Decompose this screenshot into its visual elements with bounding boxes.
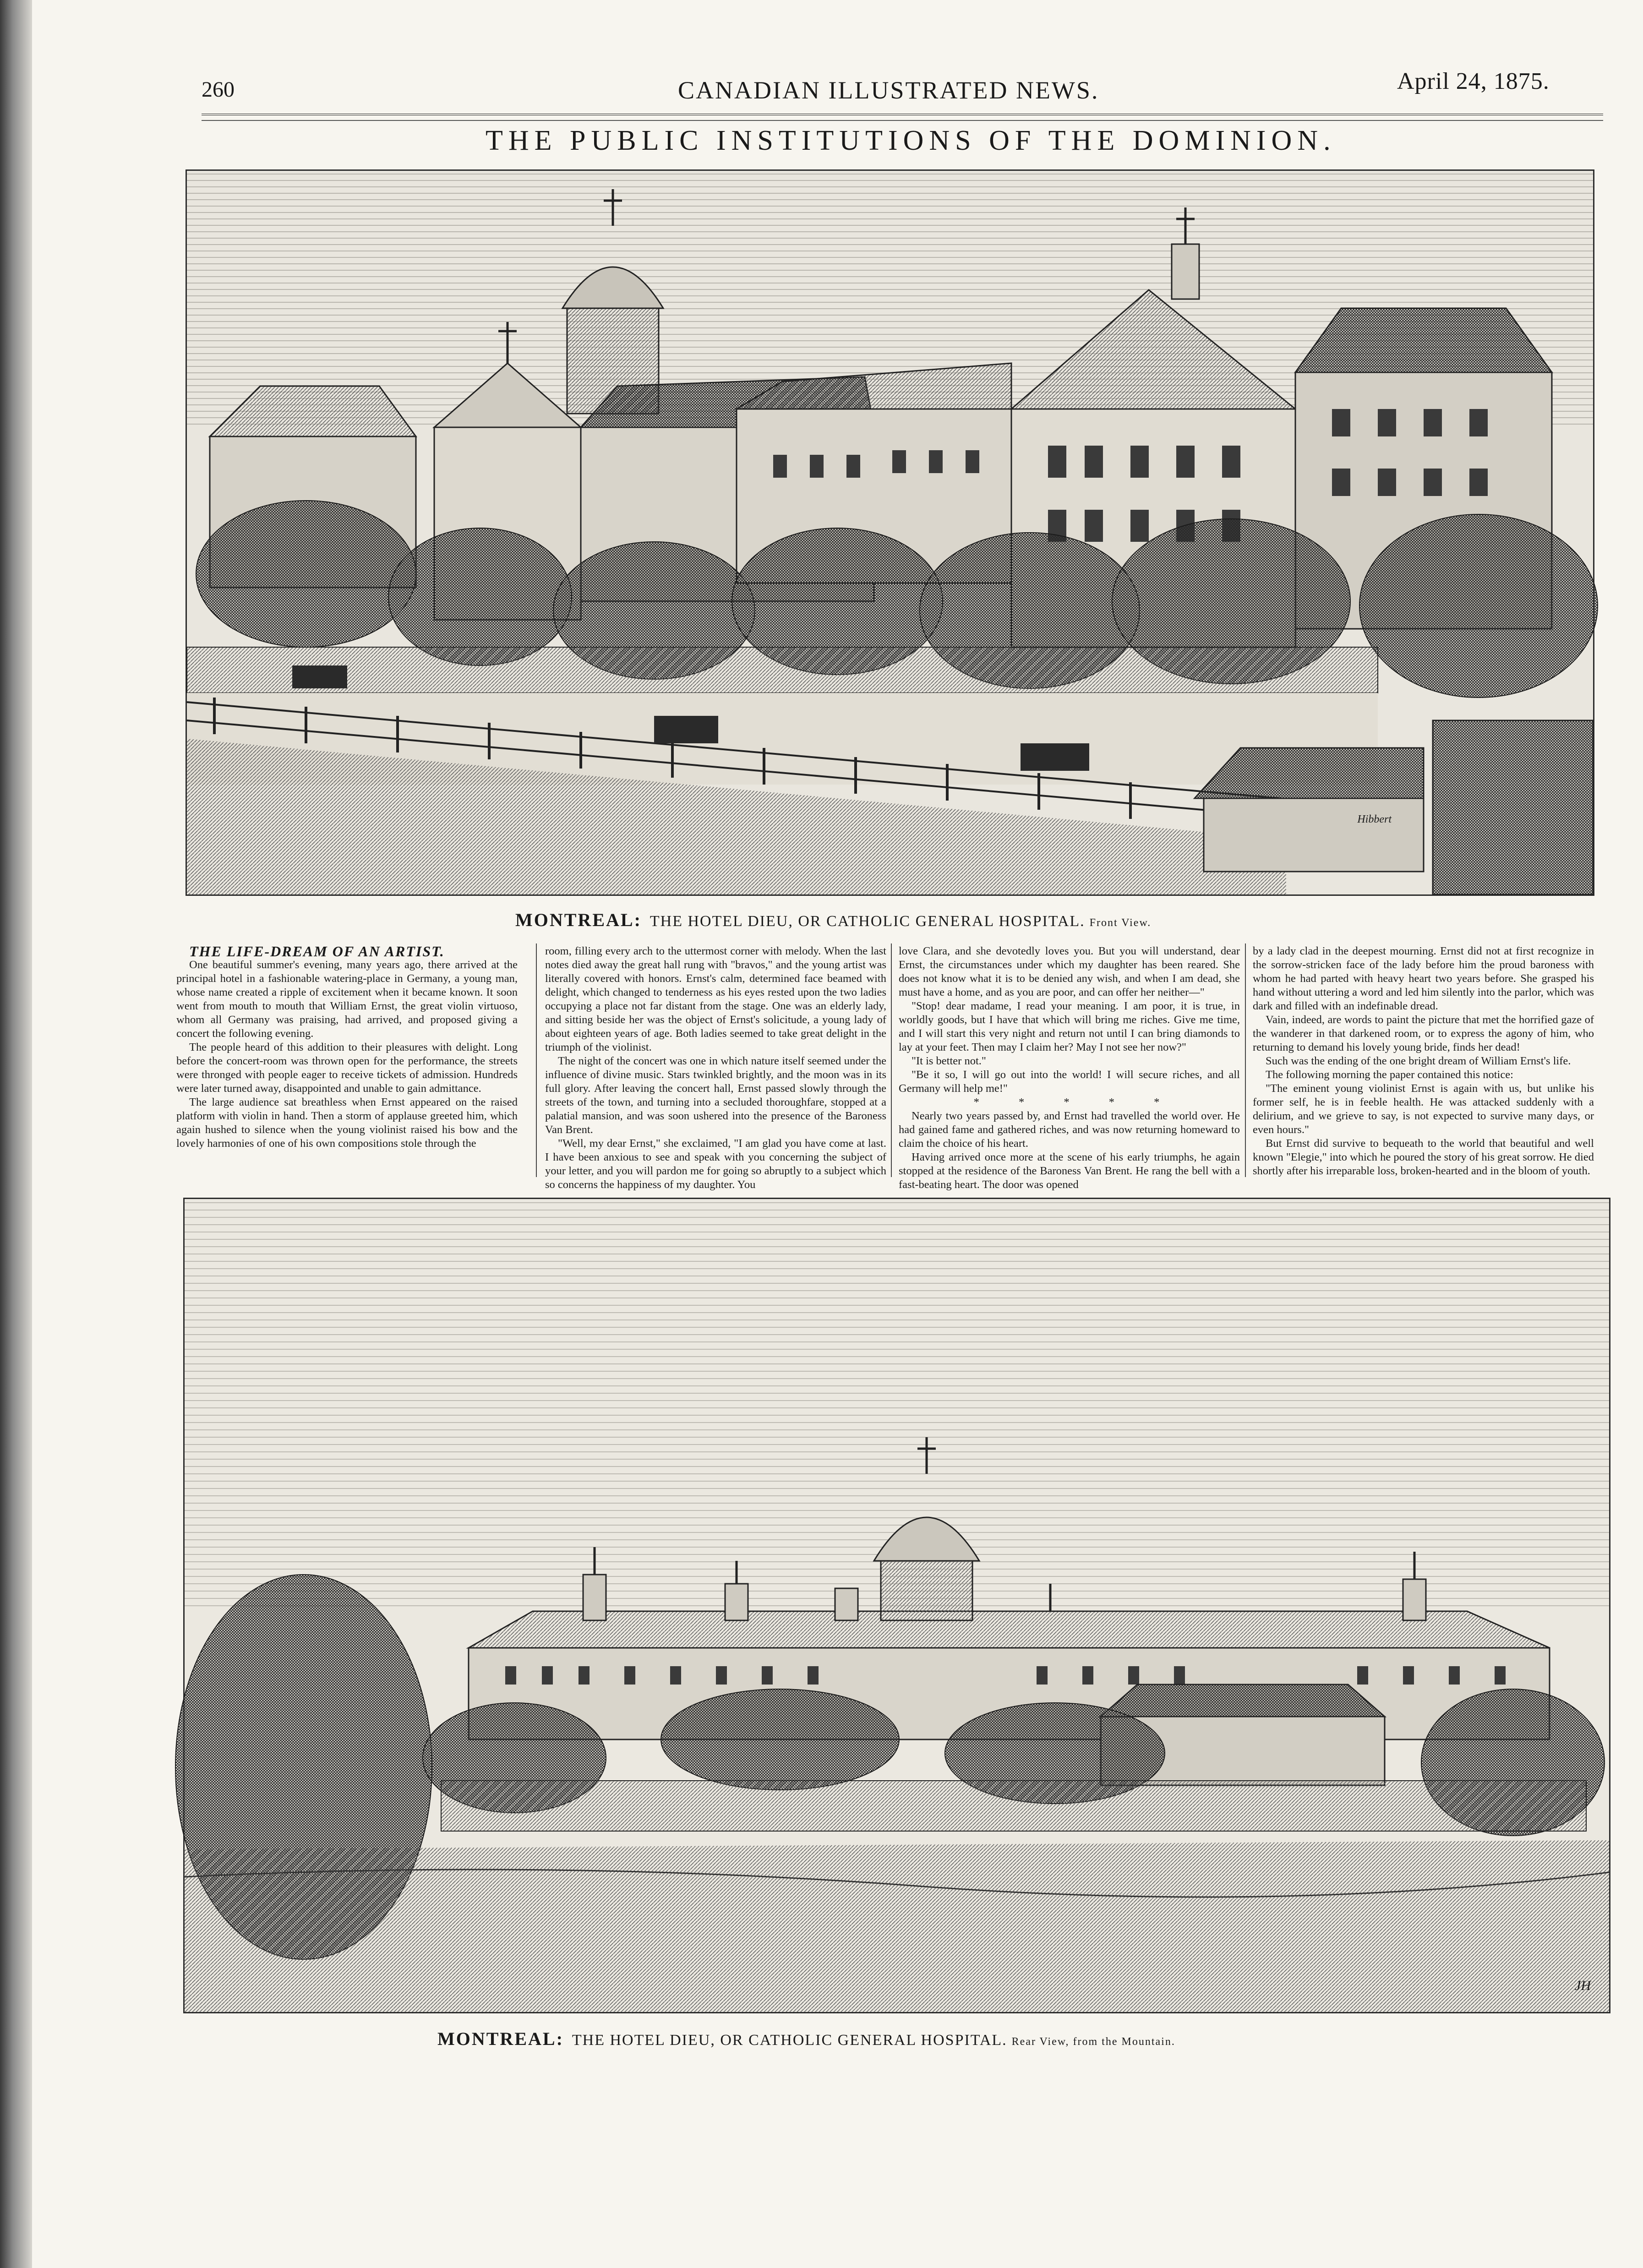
article-column-4 [1253, 944, 1594, 1177]
hospital-front-illustration [187, 171, 1593, 894]
paragraph: Having arrived once more at the scene of his early triumphs, he again stopped at the residence of the Baroness Van Brent. He rang the bell with a fast-beating heart. The door was opened [899, 1151, 1240, 1191]
column-rule [1245, 943, 1246, 1177]
engraver-monogram: JH [1575, 1978, 1591, 1993]
article-column-2 [545, 944, 886, 1191]
caption-title: THE HOTEL DIEU, OR CATHOLIC GENERAL HOSPITAL. [650, 913, 1085, 930]
paragraph: love Clara, and she devotedly loves you. But you will understand, dear Ernst, the circumstances under which my daughter has been reared. She does not know what it is to be denied any wish, and when I am dead, she must have a home, and as you are poor, and can offer her neither—" [899, 945, 1240, 998]
column-rule [536, 943, 537, 1177]
paragraph: Such was the ending of the one bright dream of William Ernst's life. [1266, 1055, 1571, 1067]
paragraph: One beautiful summer's evening, many years ago, there arrived at the principal hotel in a fashionable watering-place in Germany, a young man, whose name created a ripple of excitement when it became known. It soon went from mouth to mouth that William Ernst, the great violin virtuoso, whom all Germany was praising, had arrived, and proposed giving a concert the following evening. [176, 959, 518, 1040]
paragraph: The following morning the paper contained this notice: [1266, 1069, 1513, 1081]
paragraph: "Be it so, I will go out into the world! I will secure riches, and all Germany will help me!" [899, 1069, 1240, 1095]
paragraph: room, filling every arch to the uttermost corner with melody. When the last notes died away the great hall rung with "bravos," and the young artist was literally covered with honors. Ernst's calm, determined face beamed with delight, which changed to tenderness as his eyes rested upon the two ladies occupying a place not far distant from the stage. One was an elderly lady, and sitting beside her was the object of Ernst's solicitude, a young lady of about eighteen years of age. Both ladies seemed to take great delight in the triumph of the violinist. [545, 945, 886, 1053]
paragraph: "Stop! dear madame, I read your meaning. I am poor, it is true, in worldly goods, but I have that which will bring me riches. Give me time, and I will start this very night and return not until I can bring diamonds to lay at your feet. Then may I claim her? May I not see her now?" [899, 1000, 1240, 1053]
paragraph: The night of the concert was one in which nature itself seemed under the influence of divine music. Stars twinkled brightly, and the moon was in its full glory. After leaving the concert hall, Ernst passed slowly through the streets of the town, and turning into a secluded thoroughfare, stopped at a palatial mansion, and was soon ushered into the presence of the Baroness Van Brent. [545, 1055, 886, 1136]
paragraph: Vain, indeed, are words to paint the picture that met the horrified gaze of the wanderer in that darkened room, or to express the agony of him, who returning to demand his lovely young bride, finds her dead! [1253, 1014, 1594, 1053]
caption-place: MONTREAL: [437, 2028, 564, 2049]
engraving-front-view [186, 169, 1594, 896]
column-rule [891, 943, 892, 1177]
article-column-1 [176, 944, 518, 1173]
masthead: CANADIAN ILLUSTRATED NEWS. [678, 76, 1099, 104]
paragraph: The large audience sat breathless when Ernst appeared on the raised platform with violin in hand. Then a storm of applause greeted him, which again hushed to silence when the young violinist raised his bow and the lovely harmonies of one of his own compositions stole through the [176, 1096, 518, 1150]
issue-date: April 24, 1875. [1397, 68, 1550, 94]
paragraph: "The eminent young violinist Ernst is again with us, but unlike his former self, he is in feeble health. He was attacked suddenly with a delirium, and we grieve to say, is not expected to survive many days, or even hours." [1253, 1082, 1594, 1136]
caption-front-view [515, 909, 1151, 931]
paragraph: But Ernst did survive to bequeath to the world that beautiful and well known "Elegie," into which he poured the story of his great sorrow. He died shortly after his irreparable loss, broken-hearted and in the bloom of youth. [1253, 1137, 1594, 1177]
paragraph: Nearly two years passed by, and Ernst had travelled the world over. He had gained fame and gathered riches, and was now returning homeward to claim the choice of his heart. [899, 1110, 1240, 1150]
header-rule [202, 114, 1603, 115]
section-title: THE PUBLIC INSTITUTIONS OF THE DOMINION. [486, 125, 1336, 156]
caption-rear-view [437, 2028, 1175, 2050]
header-rule-thin [202, 120, 1603, 121]
engraver-signature: Hibbert [1357, 813, 1392, 825]
caption-title: THE HOTEL DIEU, OR CATHOLIC GENERAL HOSPITAL. [572, 2032, 1007, 2049]
paragraph: The people heard of this addition to their pleasures with delight. Long before the concert-room was thrown open for the performance, the streets were thronged with people eager to receive tickets of admission. Hundreds were later turned away, disappointed and unable to gain admittance. [176, 1041, 518, 1095]
section-break: * * * * * [973, 1096, 1178, 1108]
caption-view: Front View. [1089, 917, 1152, 929]
hospital-rear-illustration [185, 1199, 1609, 2012]
article-title: THE LIFE-DREAM OF AN ARTIST. [189, 943, 445, 960]
article-column-3 [899, 944, 1240, 1191]
paragraph: by a lady clad in the deepest mourning. Ernst did not at first recognize in the sorrow-stricken face of the lady before him the proud baroness with whom he had parted with heavy heart two years before. She grasped his hand without uttering a word and led him silently into the parlor, which was dark and filled with an indefinable dread. [1253, 945, 1594, 1012]
page-number: 260 [202, 77, 235, 102]
caption-view: Rear View, from the Mountain. [1011, 2036, 1175, 2048]
caption-place: MONTREAL: [515, 910, 642, 930]
paragraph: "It is better not." [912, 1055, 986, 1067]
paragraph: "Well, my dear Ernst," she exclaimed, "I am glad you have come at last. I have been anxious to see and speak with you concerning the subject of your letter, and you will pardon me for going so abruptly to a subject which so concerns the happiness of my daughter. You [545, 1137, 886, 1191]
engraving-rear-view [183, 1198, 1610, 2013]
